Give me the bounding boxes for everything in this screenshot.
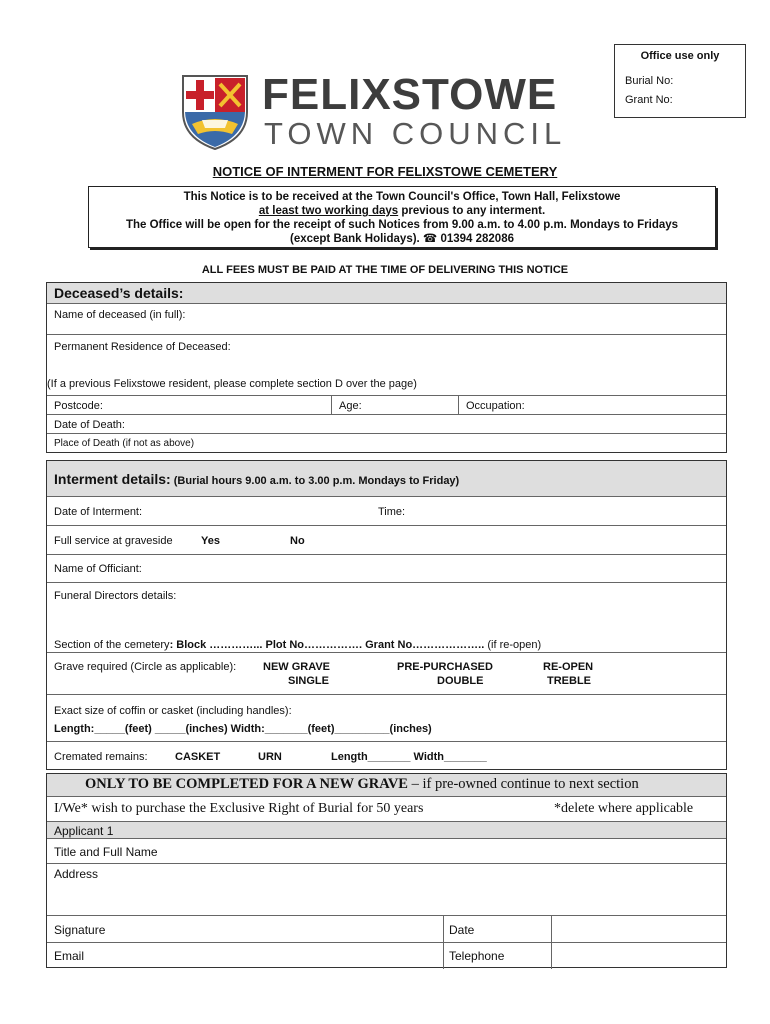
- grave-new[interactable]: NEW GRAVE: [263, 661, 331, 673]
- interment-date-row[interactable]: [47, 496, 726, 526]
- cemetery-section-label: Section of the cemetery: [54, 639, 170, 651]
- deceased-name-label: Name of deceased (in full):: [54, 309, 186, 321]
- grave-treble[interactable]: TREBLE: [547, 675, 591, 687]
- title-name-label: Title and Full Name: [54, 845, 158, 859]
- age-label: Age:: [339, 400, 362, 412]
- full-service-yes[interactable]: Yes: [201, 535, 220, 547]
- signature-label[interactable]: Signature: [54, 923, 106, 937]
- address-label: Address: [54, 867, 99, 881]
- new-grave-heading-note: – if pre-owned continue to next section: [407, 776, 639, 792]
- cemetery-section-detail: : Block …………... Plot No……………. Grant No………………..: [169, 639, 488, 651]
- logo-subtitle: TOWN COUNCIL: [264, 116, 567, 151]
- burial-no-label: Burial No:: [625, 75, 674, 87]
- interment-section: [46, 460, 727, 770]
- full-service-label: Full service at graveside: [54, 535, 173, 547]
- interment-time-label: Time:: [378, 506, 406, 518]
- notice-line-2-rest: previous to any interment.: [398, 205, 546, 217]
- deceased-name-field[interactable]: [47, 303, 726, 335]
- grave-double[interactable]: DOUBLE: [437, 675, 484, 687]
- cremated-length-width[interactable]: Length_______ Width_______: [331, 751, 487, 763]
- interment-heading: Interment details:: [54, 471, 171, 487]
- delete-note: *delete where applicable: [554, 801, 694, 816]
- cemetery-section-tail: (if re-open): [487, 639, 542, 651]
- applicant-heading: Applicant 1: [54, 824, 114, 838]
- funeral-directors-label: Funeral Directors details:: [54, 590, 177, 602]
- cremated-remains-row: [47, 741, 726, 771]
- grave-pre-purchased[interactable]: PRE-PURCHASED: [397, 661, 493, 673]
- deceased-heading: Deceased’s details:: [54, 285, 184, 301]
- officiant-label: Name of Officiant:: [54, 563, 142, 575]
- council-crest-icon: [180, 72, 250, 152]
- new-grave-heading-row: [47, 774, 726, 796]
- new-grave-heading: ONLY TO BE COMPLETED FOR A NEW GRAVE: [85, 776, 408, 792]
- cremated-casket[interactable]: CASKET: [175, 751, 221, 763]
- date-of-death-field[interactable]: [47, 414, 726, 434]
- postcode-label: Postcode:: [54, 400, 103, 412]
- full-service-row: [47, 525, 726, 555]
- notice-line-2-underlined: at least two working days: [258, 205, 399, 217]
- date-of-death-label: Date of Death:: [54, 419, 125, 431]
- residence-label: Permanent Residence of Deceased:: [54, 341, 231, 353]
- place-of-death-field[interactable]: [47, 433, 726, 453]
- full-service-no[interactable]: No: [290, 535, 305, 547]
- occupation-label: Occupation:: [466, 400, 525, 412]
- notice-line-3: The Office will be open for the receipt of such Notices from 9.00 a.m. to 4.00 p.m. Mondays to Fridays: [125, 219, 679, 231]
- grave-required-row: [47, 652, 726, 695]
- address-field[interactable]: [47, 863, 726, 916]
- officiant-field[interactable]: [47, 554, 726, 583]
- deceased-heading-row: [47, 283, 726, 303]
- purchase-statement: I/We* wish to purchase the Exclusive Right of Burial for 50 years: [54, 801, 424, 816]
- cemetery-section-line: [54, 639, 541, 651]
- notice-line-4: (except Bank Holidays). ☎ 01394 282086: [290, 233, 514, 245]
- previous-resident-note: (If a previous Felixstowe resident, please complete section D over the page): [47, 378, 417, 390]
- notice-line-2: [89, 204, 715, 218]
- residence-field[interactable]: [47, 334, 726, 396]
- interment-date-label: Date of Interment:: [54, 506, 143, 518]
- fees-notice: ALL FEES MUST BE PAID AT THE TIME OF DELIVERING THIS NOTICE: [201, 264, 569, 276]
- title-name-field[interactable]: [47, 838, 726, 864]
- funeral-directors-field[interactable]: [47, 582, 726, 651]
- applicant-heading-row: [47, 821, 726, 839]
- grave-re-open[interactable]: RE-OPEN: [543, 661, 594, 673]
- page-title: NOTICE OF INTERMENT FOR FELIXSTOWE CEMETERY: [212, 164, 558, 179]
- telephone-label[interactable]: Telephone: [449, 949, 505, 963]
- new-grave-section: [46, 773, 727, 968]
- notice-box: [88, 186, 716, 248]
- grave-single[interactable]: SINGLE: [288, 675, 329, 687]
- coffin-dimensions: Length:_____(feet) _____(inches) Width:_______(feet)_________(inches): [54, 723, 432, 735]
- logo-name: FELIXSTOWE: [262, 70, 558, 119]
- coffin-size-row[interactable]: [47, 694, 726, 742]
- grant-no-label: Grant No:: [625, 94, 673, 106]
- office-use-heading: Office use only: [640, 50, 720, 62]
- interment-heading-note: (Burial hours 9.00 a.m. to 3.00 p.m. Mondays to Friday): [170, 475, 460, 487]
- deceased-section: [46, 282, 727, 453]
- date-label[interactable]: Date: [449, 923, 475, 937]
- interment-heading-row: [47, 461, 726, 496]
- cremated-label: Cremated remains:: [54, 751, 148, 763]
- email-label[interactable]: Email: [54, 949, 85, 963]
- cremated-urn[interactable]: URN: [258, 751, 282, 763]
- email-row: [47, 942, 726, 969]
- office-use-box: [614, 44, 746, 118]
- postcode-row: [47, 395, 726, 415]
- purchase-row: [47, 796, 726, 822]
- notice-line-1: This Notice is to be received at the Town Council's Office, Town Hall, Felixstowe: [183, 191, 621, 203]
- place-of-death-label: Place of Death (if not as above): [54, 438, 195, 449]
- signature-row: [47, 915, 726, 943]
- grave-required-label: Grave required (Circle as applicable):: [54, 661, 237, 673]
- coffin-size-label: Exact size of coffin or casket (including handles):: [54, 705, 292, 717]
